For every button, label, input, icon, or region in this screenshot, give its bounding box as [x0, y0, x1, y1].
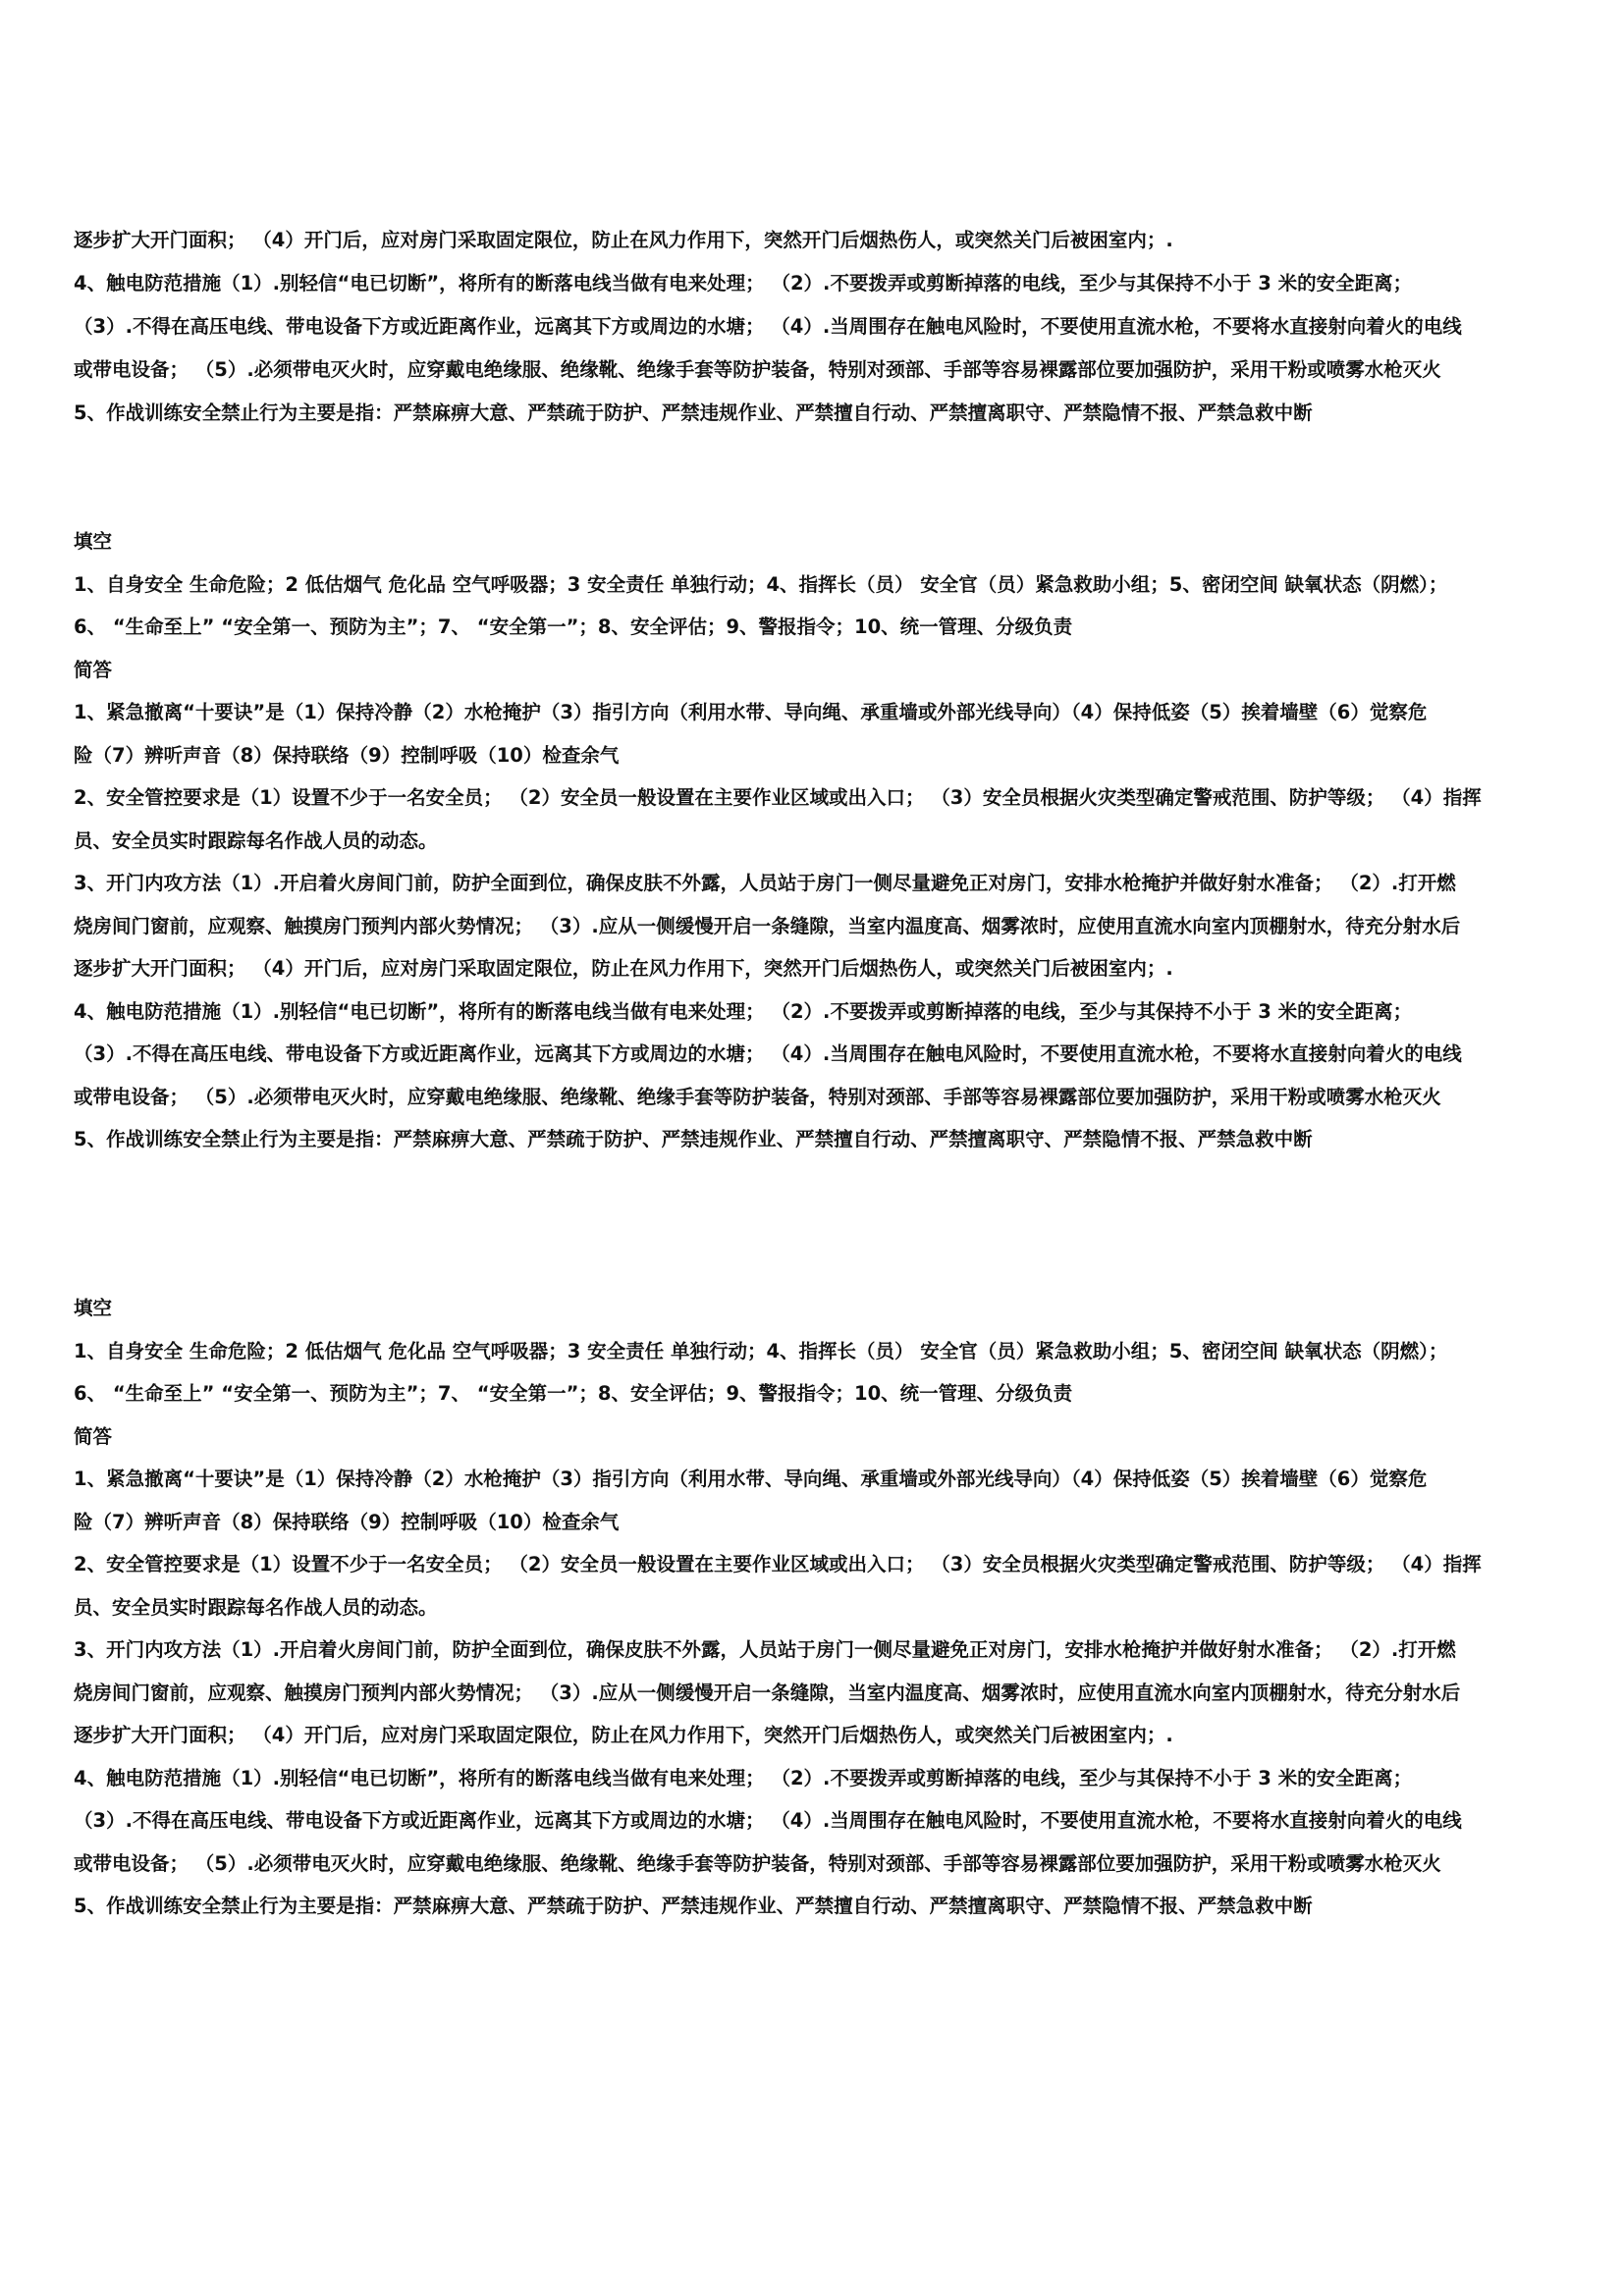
- section-heading: 简答: [74, 1425, 113, 1448]
- text-line: 1、自身安全 生命危险；2 低估烟气 危化品 空气呼吸器；3 安全责任 单独行动；4、指挥长（员） 安全官（员）紧急救助小组；5、密闭空间 缺氧状态（阴燃）；: [74, 1340, 1448, 1362]
- text-line: 3、开门内攻方法（1）.开启着火房间门前，防护全面到位，确保皮肤不外露，人员站于房门一侧尽量避免正对房门，安排水枪掩护并做好射水准备； （2）.打开燃: [74, 1638, 1456, 1661]
- text-line: 员、安全员实时跟踪每名作战人员的动态。: [74, 1596, 438, 1619]
- text-line: 1、紧急撤离“十要诀”是（1）保持冷静（2）水枪掩护（3）指引方向（利用水带、导向绳、承重墙或外部光线导向）（4）保持低姿（5）挨着墙壁（6）觉察危: [74, 1468, 1428, 1490]
- text-line: 1、紧急撤离“十要诀”是（1）保持冷静（2）水枪掩护（3）指引方向（利用水带、导向绳、承重墙或外部光线导向）（4）保持低姿（5）挨着墙壁（6）觉察危: [74, 701, 1428, 723]
- text-line: 或带电设备； （5）.必须带电灭火时，应穿戴电绝缘服、绝缘靴、绝缘手套等防护装备，特别对颈部、手部等容易裸露部位要加强防护，采用干粉或喷雾水枪灭火: [74, 358, 1441, 381]
- text-line: 或带电设备； （5）.必须带电灭火时，应穿戴电绝缘服、绝缘靴、绝缘手套等防护装备，特别对颈部、手部等容易裸露部位要加强防护，采用干粉或喷雾水枪灭火: [74, 1086, 1441, 1108]
- text-line: 5、作战训练安全禁止行为主要是指：严禁麻痹大意、严禁疏于防护、严禁违规作业、严禁擅自行动、严禁擅离职守、严禁隐情不报、严禁急救中断: [74, 1895, 1313, 1917]
- text-line: 员、安全员实时跟踪每名作战人员的动态。: [74, 829, 438, 852]
- text-line: 6、 “生命至上” “安全第一、预防为主”；7、 “安全第一”；8、安全评估；9、警报指令；10、统一管理、分级负责: [74, 615, 1073, 638]
- text-line: 4、触电防范措施（1）.别轻信“电已切断”，将所有的断落电线当做有电来处理； （2）.不要拨弄或剪断掉落的电线，至少与其保持不小于 3 米的安全距离；: [74, 272, 1413, 294]
- text-line: 4、触电防范措施（1）.别轻信“电已切断”，将所有的断落电线当做有电来处理； （2）.不要拨弄或剪断掉落的电线，至少与其保持不小于 3 米的安全距离；: [74, 1000, 1413, 1023]
- text-line: 险（7）辨听声音（8）保持联络（9）控制呼吸（10）检查余气: [74, 1511, 620, 1533]
- text-line: 或带电设备； （5）.必须带电灭火时，应穿戴电绝缘服、绝缘靴、绝缘手套等防护装备，特别对颈部、手部等容易裸露部位要加强防护，采用干粉或喷雾水枪灭火: [74, 1852, 1441, 1875]
- text-line: 1、自身安全 生命危险；2 低估烟气 危化品 空气呼吸器；3 安全责任 单独行动；4、指挥长（员） 安全官（员）紧急救助小组；5、密闭空间 缺氧状态（阴燃）；: [74, 573, 1448, 596]
- text-line: 逐步扩大开门面积； （4）开门后，应对房门采取固定限位，防止在风力作用下，突然开门后烟热伤人，或突然关门后被困室内；.: [74, 957, 1173, 980]
- text-line: 烧房间门窗前，应观察、触摸房门预判内部火势情况； （3）.应从一侧缓慢开启一条缝隙，当室内温度高、烟雾浓时，应使用直流水向室内顶棚射水，待充分射水后: [74, 1682, 1461, 1704]
- text-line: 烧房间门窗前，应观察、触摸房门预判内部火势情况； （3）.应从一侧缓慢开启一条缝隙，当室内温度高、烟雾浓时，应使用直流水向室内顶棚射水，待充分射水后: [74, 915, 1461, 937]
- text-line: （3）.不得在高压电线、带电设备下方或近距离作业，远离其下方或周边的水塘； （4）.当周围存在触电风险时，不要使用直流水枪，不要将水直接射向着火的电线: [74, 1042, 1462, 1065]
- text-line: 6、 “生命至上” “安全第一、预防为主”；7、 “安全第一”；8、安全评估；9、警报指令；10、统一管理、分级负责: [74, 1382, 1073, 1405]
- text-line: 逐步扩大开门面积； （4）开门后，应对房门采取固定限位，防止在风力作用下，突然开门后烟热伤人，或突然关门后被困室内；.: [74, 229, 1173, 251]
- text-line: 险（7）辨听声音（8）保持联络（9）控制呼吸（10）检查余气: [74, 744, 620, 767]
- text-line: 5、作战训练安全禁止行为主要是指：严禁麻痹大意、严禁疏于防护、严禁违规作业、严禁擅自行动、严禁擅离职守、严禁隐情不报、严禁急救中断: [74, 401, 1313, 424]
- text-line: 3、开门内攻方法（1）.开启着火房间门前，防护全面到位，确保皮肤不外露，人员站于房门一侧尽量避免正对房门，安排水枪掩护并做好射水准备； （2）.打开燃: [74, 872, 1456, 894]
- section-heading: 填空: [74, 530, 113, 553]
- text-line: 4、触电防范措施（1）.别轻信“电已切断”，将所有的断落电线当做有电来处理； （2）.不要拨弄或剪断掉落的电线，至少与其保持不小于 3 米的安全距离；: [74, 1767, 1413, 1789]
- text-line: 2、安全管控要求是（1）设置不少于一名安全员； （2）安全员一般设置在主要作业区域或出入口； （3）安全员根据火灾类型确定警戒范围、防护等级； （4）指挥: [74, 786, 1482, 809]
- text-line: 逐步扩大开门面积； （4）开门后，应对房门采取固定限位，防止在风力作用下，突然开门后烟热伤人，或突然关门后被困室内；.: [74, 1724, 1173, 1746]
- text-line: （3）.不得在高压电线、带电设备下方或近距离作业，远离其下方或周边的水塘； （4）.当周围存在触电风险时，不要使用直流水枪，不要将水直接射向着火的电线: [74, 315, 1462, 338]
- text-line: （3）.不得在高压电线、带电设备下方或近距离作业，远离其下方或周边的水塘； （4）.当周围存在触电风险时，不要使用直流水枪，不要将水直接射向着火的电线: [74, 1809, 1462, 1832]
- text-line: 5、作战训练安全禁止行为主要是指：严禁麻痹大意、严禁疏于防护、严禁违规作业、严禁擅自行动、严禁擅离职守、严禁隐情不报、严禁急救中断: [74, 1128, 1313, 1150]
- text-line: 2、安全管控要求是（1）设置不少于一名安全员； （2）安全员一般设置在主要作业区域或出入口； （3）安全员根据火灾类型确定警戒范围、防护等级； （4）指挥: [74, 1553, 1482, 1575]
- section-heading: 填空: [74, 1297, 113, 1319]
- section-heading: 简答: [74, 659, 113, 681]
